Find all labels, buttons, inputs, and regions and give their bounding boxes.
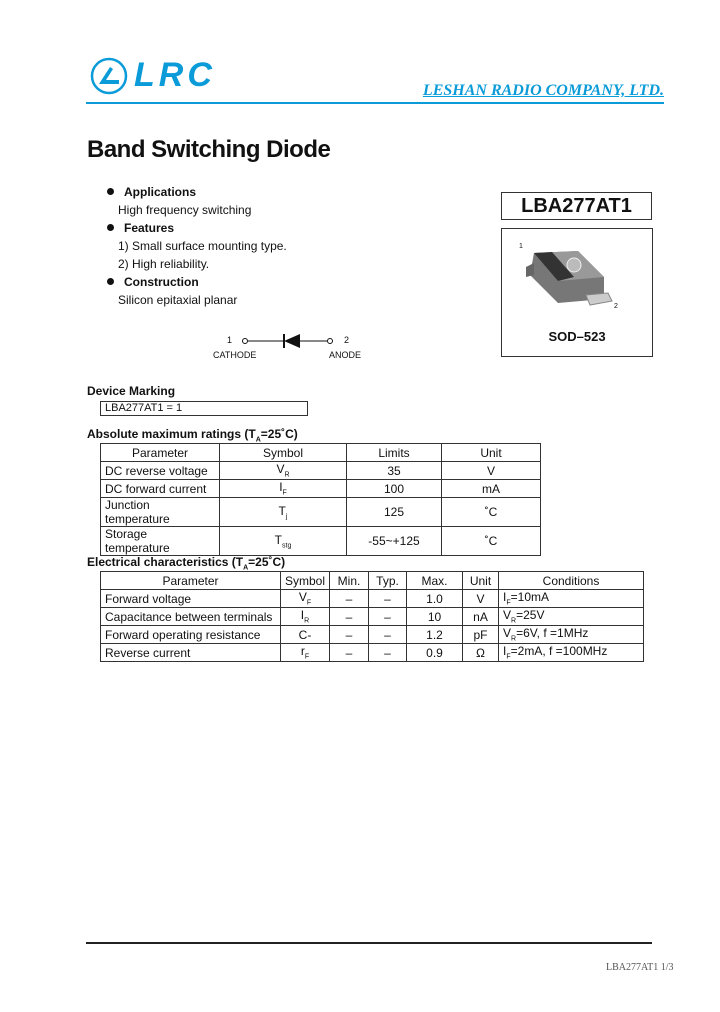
diode-symbol [210, 333, 370, 363]
table-cell: 10 [407, 608, 463, 626]
elec-char-table [100, 571, 644, 662]
header-cell: Parameter [101, 572, 281, 590]
footer-rule [86, 942, 652, 944]
table-cell: – [369, 644, 407, 662]
table-cell: Storage temperature [101, 527, 220, 556]
table-cell: Forward operating resistance [101, 626, 281, 644]
header-cell: Parameter [101, 444, 220, 462]
table-row [101, 462, 541, 480]
header-cell: Limits [347, 444, 442, 462]
table-cell: DC forward current [101, 480, 220, 498]
table-row [101, 498, 541, 527]
header-cell: Unit [442, 444, 541, 462]
bullet-icon [107, 278, 114, 285]
applications-heading: Applications [107, 185, 196, 199]
table-cell: DC reverse voltage [101, 462, 220, 480]
symbol-cell: $I_R$ [281, 608, 330, 626]
symbol-cell: $V_F$ [281, 590, 330, 608]
table-cell: – [369, 608, 407, 626]
table-cell: ˚C [442, 527, 541, 556]
table-cell: 1.0 [407, 590, 463, 608]
features-heading: Features [107, 221, 174, 235]
conditions-cell: $I_F=10mA$ [499, 590, 644, 608]
elec-char-heading: Electrical characteristics $(T_A=25˚C)$ [87, 555, 286, 572]
table-cell: 100 [347, 480, 442, 498]
table-cell: – [330, 626, 369, 644]
table-row [101, 644, 644, 662]
page-footer: LBA277AT1 1/3 [606, 962, 674, 973]
table-cell: – [330, 644, 369, 662]
table-cell: 1.2 [407, 626, 463, 644]
table-row [101, 480, 541, 498]
package-box [501, 228, 653, 357]
sod523-package-icon [516, 243, 626, 313]
symbol-cell: $I_F$ [220, 480, 347, 498]
header-cell: Typ. [369, 572, 407, 590]
features-item: 1) Small surface mounting type. [118, 239, 287, 253]
conditions-cell: $V_R=25V$ [499, 608, 644, 626]
table-cell: V [463, 590, 499, 608]
symbol-cell: $V_R$ [220, 462, 347, 480]
table-cell: V [442, 462, 541, 480]
bullet-icon [107, 224, 114, 231]
table-cell: ˚C [442, 498, 541, 527]
table-cell: Junction temperature [101, 498, 220, 527]
table-row [101, 626, 644, 644]
table-cell: 0.9 [407, 644, 463, 662]
cathode-pin-number: 1 [227, 335, 233, 345]
company-name: LESHAN RADIO COMPANY, LTD. [422, 82, 664, 99]
table-cell: – [330, 608, 369, 626]
construction-item: Silicon epitaxial planar [118, 293, 238, 307]
device-marking-value: LBA277AT1 = 1 [100, 401, 308, 416]
symbol-cell: $T_j$ [220, 498, 347, 527]
table-cell: -55~+125 [347, 527, 442, 556]
header-cell: Conditions [499, 572, 644, 590]
table-cell: mA [442, 480, 541, 498]
table-cell: – [369, 590, 407, 608]
symbol-cell: $T_{stg}$ [220, 527, 347, 556]
conditions-cell: $I_F=2mA$, f =100MHz [499, 644, 644, 662]
logo-emblem-icon [90, 57, 128, 95]
device-marking-heading: Device Marking [87, 384, 176, 398]
symbol-cell: C- [281, 626, 330, 644]
anode-pin-number: 2 [344, 335, 350, 345]
diode-icon [240, 333, 335, 349]
abs-ratings-table [100, 443, 541, 556]
applications-item: High frequency switching [118, 203, 252, 217]
construction-heading: Construction [107, 275, 199, 289]
table-cell: 35 [347, 462, 442, 480]
bullet-icon [107, 188, 114, 195]
page-title: Band Switching Diode [87, 136, 331, 163]
table-cell: pF [463, 626, 499, 644]
table-header-row [101, 572, 644, 590]
symbol-cell: $r_F$ [281, 644, 330, 662]
header-cell: Symbol [281, 572, 330, 590]
table-cell: Reverse current [101, 644, 281, 662]
header-cell: Symbol [220, 444, 347, 462]
header-cell: Min. [330, 572, 369, 590]
table-row [101, 608, 644, 626]
table-cell: nA [463, 608, 499, 626]
table-cell: Capacitance between terminals [101, 608, 281, 626]
header-cell: Max. [407, 572, 463, 590]
cathode-label: CATHODE [213, 350, 257, 360]
table-row [101, 527, 541, 556]
table-cell: 125 [347, 498, 442, 527]
conditions-cell: $V_R=6V$, f =1MHz [499, 626, 644, 644]
anode-label: ANODE [329, 350, 362, 360]
part-number-box: LBA277AT1 [501, 192, 652, 220]
pin2-label: 2 [614, 303, 618, 310]
pin1-label: 1 [519, 243, 523, 250]
package-name: SOD–523 [548, 329, 606, 344]
features-item: 2) High reliability. [118, 257, 210, 271]
abs-ratings-heading: Absolute maximum ratings $(T_A=25˚C)$ [87, 427, 298, 444]
table-cell: – [369, 626, 407, 644]
header-rule [86, 102, 664, 104]
table-cell: – [330, 590, 369, 608]
table-row [101, 590, 644, 608]
table-cell: Forward voltage [101, 590, 281, 608]
header-cell: Unit [463, 572, 499, 590]
table-header-row [101, 444, 541, 462]
table-cell: Ω [463, 644, 499, 662]
lrc-logo: LRC [90, 56, 216, 95]
